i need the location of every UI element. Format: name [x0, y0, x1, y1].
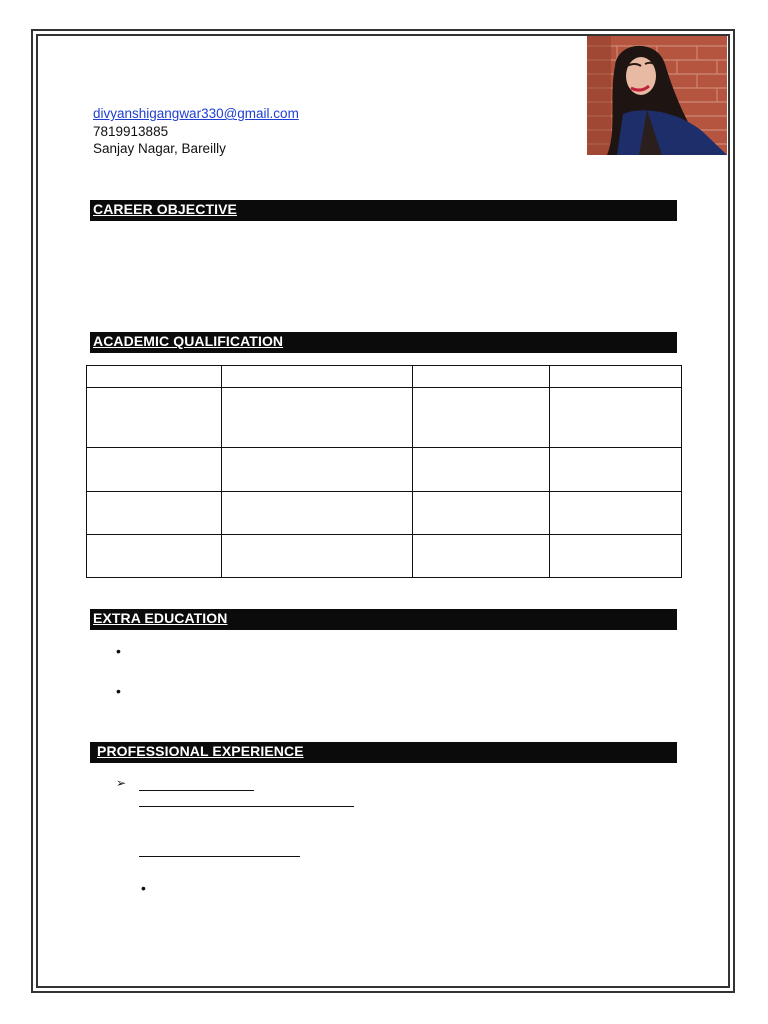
phone-number: 7819913885	[93, 123, 169, 139]
arrow-bullet-icon: ➢	[116, 776, 127, 790]
table-cell	[550, 535, 682, 578]
underline-blank	[139, 806, 354, 807]
professional-experience-title: PROFESSIONAL EXPERIENCE	[97, 743, 304, 759]
table-row	[87, 366, 682, 388]
table-row	[87, 388, 682, 448]
table-cell	[550, 492, 682, 535]
table-cell	[550, 388, 682, 448]
table-cell	[221, 366, 413, 388]
bullet-point: •	[116, 643, 121, 659]
table-cell	[413, 388, 550, 448]
table-cell	[413, 366, 550, 388]
contact-block	[93, 105, 299, 158]
table-cell	[413, 535, 550, 578]
email-link[interactable]: divyanshigangwar330@gmail.com	[93, 106, 299, 121]
profile-photo	[587, 36, 727, 155]
professional-experience-header	[90, 742, 677, 763]
academic-qualification-header	[90, 332, 677, 353]
table-cell	[87, 388, 222, 448]
extra-education-title: EXTRA EDUCATION	[93, 610, 228, 626]
table-cell	[87, 448, 222, 492]
table-row	[87, 492, 682, 535]
table-cell	[221, 492, 413, 535]
career-objective-title: CAREER OBJECTIVE	[93, 201, 237, 217]
table-cell	[550, 366, 682, 388]
table-cell	[87, 492, 222, 535]
table-cell	[87, 535, 222, 578]
table-cell	[221, 535, 413, 578]
underline-blank	[139, 790, 254, 791]
table-cell	[221, 388, 413, 448]
table-cell	[413, 448, 550, 492]
academic-qualification-title: ACADEMIC QUALIFICATION	[93, 333, 284, 349]
bullet-point: •	[116, 683, 121, 699]
career-objective-header	[90, 200, 677, 221]
table-row	[87, 448, 682, 492]
extra-education-header	[90, 609, 677, 630]
table-row	[87, 535, 682, 578]
bullet-point: •	[141, 880, 146, 896]
underline-blank	[139, 856, 300, 857]
table-cell	[221, 448, 413, 492]
table-cell	[87, 366, 222, 388]
table-cell	[550, 448, 682, 492]
address: Sanjay Nagar, Bareilly	[93, 141, 226, 156]
academic-qualification-table	[86, 365, 682, 578]
table-cell	[413, 492, 550, 535]
